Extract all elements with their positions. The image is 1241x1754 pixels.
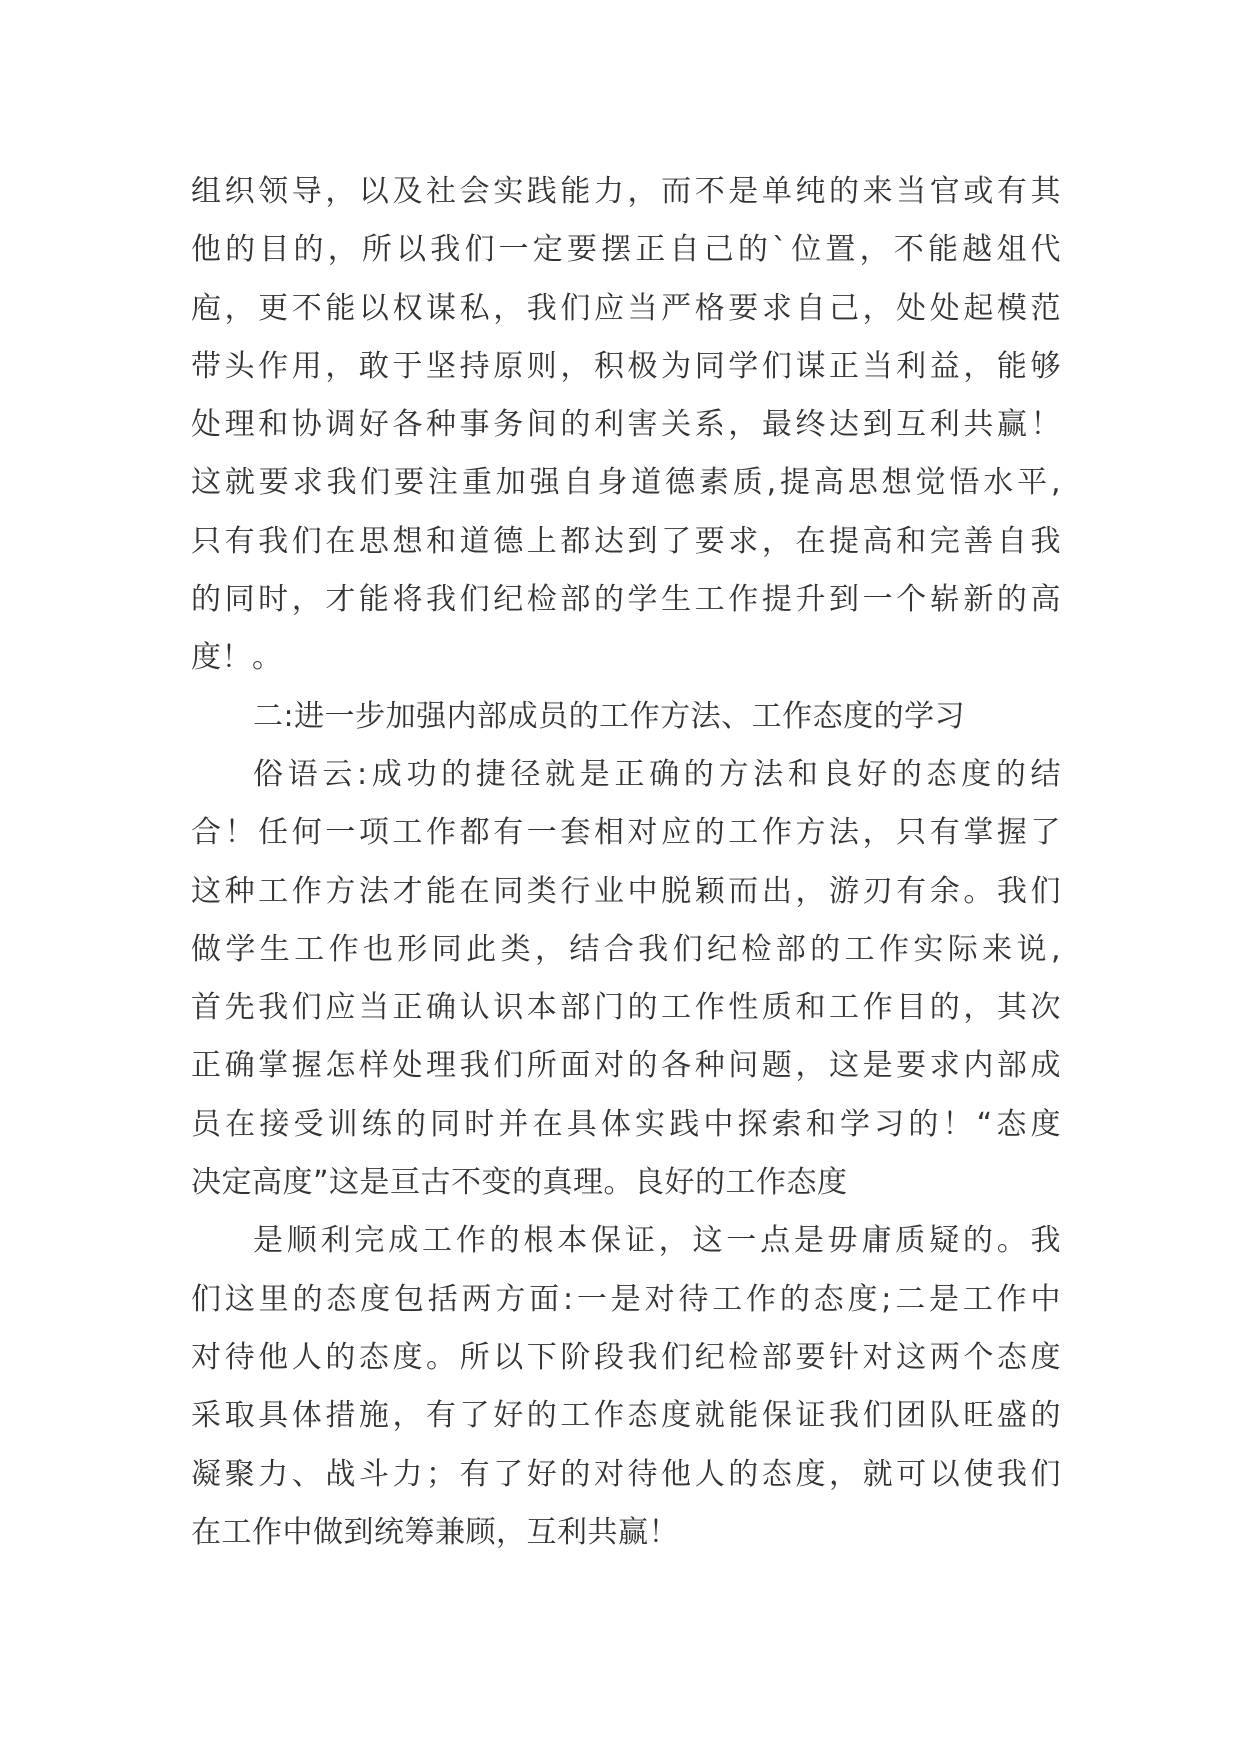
text-line: 处理和协调好各种事务间的利害关系，最终达到互利共赢！: [191, 407, 1061, 443]
text-line: 这就要求我们要注重加强自身道德素质,提高思想觉悟水平,: [191, 465, 1061, 501]
text-line: 庖，更不能以权谋私，我们应当严格要求自己，处处起模范: [191, 290, 1061, 326]
text-line: 员在接受训练的同时并在具体实践中探索和学习的！“态度: [191, 1106, 1061, 1142]
text-line: 带头作用，敢于坚持原则，积极为同学们谋正当利益，能够: [191, 348, 1061, 384]
text-line: 只有我们在思想和道德上都达到了要求，在提高和完善自我: [191, 523, 1061, 559]
text-line: 合！任何一项工作都有一套相对应的工作方法，只有掌握了: [191, 815, 1061, 851]
text-line: 他的目的，所以我们一定要摆正自己的`位置，不能越俎代: [191, 232, 1061, 268]
document-body: [191, 163, 1061, 1562]
text-line: 做学生工作也形同此类，结合我们纪检部的工作实际来说,: [191, 931, 1061, 967]
text-line: 凝聚力、战斗力；有了好的对待他人的态度，就可以使我们: [191, 1456, 1061, 1492]
text-line: 俗语云:成功的捷径就是正确的方法和良好的态度的结: [253, 756, 1061, 792]
text-line: 决定高度”这是亘古不变的真理。良好的工作态度: [191, 1165, 848, 1201]
text-line: 是顺利完成工作的根本保证，这一点是毋庸质疑的。我: [253, 1223, 1061, 1259]
text-line: 的同时，才能将我们纪检部的学生工作提升到一个崭新的高: [191, 582, 1061, 618]
text-line: 们这里的态度包括两方面:一是对待工作的态度;二是工作中: [191, 1281, 1061, 1317]
text-line: 对待他人的态度。所以下阶段我们纪检部要针对这两个态度: [191, 1339, 1061, 1375]
text-line: 度！。: [191, 640, 283, 676]
text-line: 首先我们应当正确认识本部门的工作性质和工作目的，其次: [191, 990, 1061, 1026]
text-line: 这种工作方法才能在同类行业中脱颖而出，游刃有余。我们: [191, 873, 1061, 909]
text-line: 组织领导，以及社会实践能力，而不是单纯的来当官或有其: [191, 174, 1061, 209]
text-line: 正确掌握怎样处理我们所面对的各种问题，这是要求内部成: [191, 1048, 1061, 1084]
section-heading: 二:进一步加强内部成员的工作方法、工作态度的学习: [253, 698, 966, 734]
text-line: 采取具体措施，有了好的工作态度就能保证我们团队旺盛的: [191, 1398, 1061, 1434]
text-line: 在工作中做到统筹兼顾，互利共赢！: [191, 1514, 679, 1550]
